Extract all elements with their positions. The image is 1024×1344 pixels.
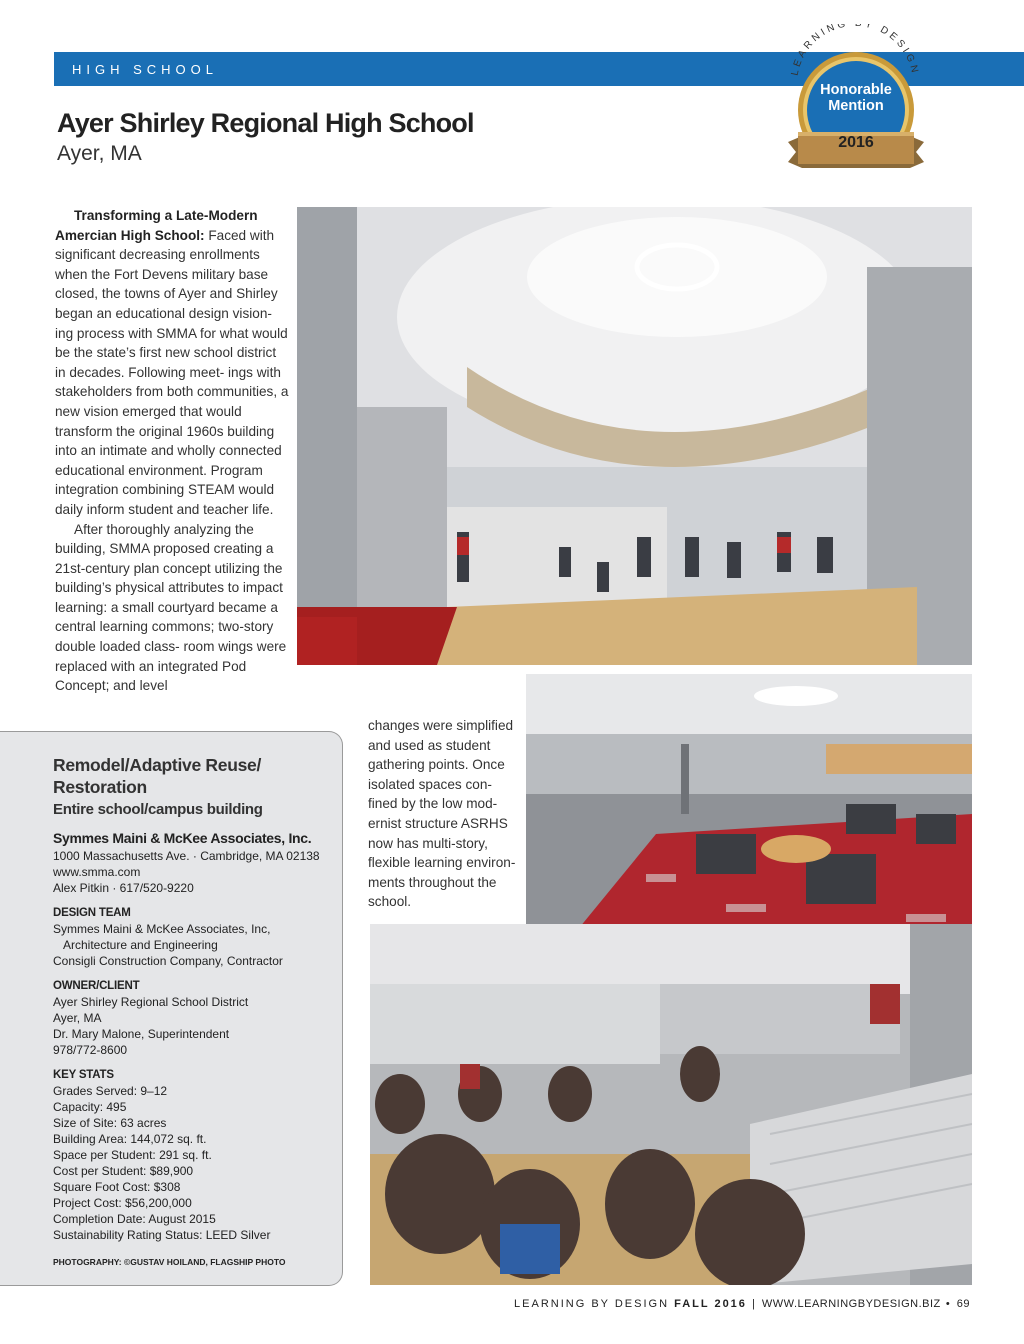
article-paragraph-1-text: Faced with significant decreasing enrollments when the Fort Devens military base closed, the towns of Ayer and Shirley began an educational design vision- ing process with SMMA for what would be the state’s first new school district in decades. Following meet- ings with stakeholders from both communities, a new vision emerged that would transform the original 1960s building into an intimate and wholly connected educational environment. Program integration combining STEAM would daily inform student and teacher life. (55, 227, 289, 517)
photo-credit: PHOTOGRAPHY: ©GUSTAV HOILAND, FLAGSHIP PHOTO (53, 1257, 286, 1267)
lounge-photo (526, 674, 972, 944)
article-paragraph-2: After thoroughly analyzing the building, SMMA proposed creating a 21st-century plan concept utilizing the building’s physical attributes to impact learning: a small courtyard became a central learning commons; two-story double loaded class- room wings were replaced with an integrated Pod Concept; and level (55, 521, 287, 694)
key-stat: Cost per Student: $89,900 (53, 1164, 194, 1178)
badge-arc-text: LEARNING Y DESIGN (789, 24, 921, 77)
article-paragraph-1 (55, 206, 289, 520)
project-scope: Entire school/campus building (53, 801, 263, 818)
firm-website[interactable]: www.smma.com (53, 865, 141, 879)
key-stat: Completion Date: August 2015 (53, 1212, 216, 1226)
key-stat: Building Area: 144,072 sq. ft. (53, 1132, 207, 1146)
article-location: Ayer, MA (57, 142, 142, 165)
firm-address: 1000 Massachusetts Ave. · Cambridge, MA 02138 (53, 849, 320, 863)
key-stat: Project Cost: $56,200,000 (53, 1196, 192, 1210)
article-body-column-2 (368, 716, 516, 912)
key-stat: Size of Site: 63 acres (53, 1116, 167, 1130)
design-team-label: DESIGN TEAM (53, 907, 131, 919)
footer-site[interactable]: WWW.LEARNINGBYDESIGN.BIZ (761, 1298, 941, 1310)
footer-brand: LEARNING BY DESIGN (514, 1298, 670, 1310)
owner-item: Ayer Shirley Regional School District (53, 995, 249, 1009)
cafeteria-photo (370, 924, 972, 1285)
project-category: Remodel/Adaptive Reuse/ Restoration (53, 755, 262, 797)
owner-item: Ayer, MA (53, 1011, 102, 1025)
key-stat: Square Foot Cost: $308 (53, 1180, 181, 1194)
article-body-column-1 (55, 206, 289, 696)
footer-bullet: • (945, 1298, 952, 1310)
project-info-sidebar (0, 731, 343, 1286)
design-team-item: Consigli Construction Company, Contractor (53, 954, 283, 968)
article-lead-in: Transforming a Late-Modern Amercian High School: (55, 208, 258, 243)
page-footer (514, 1298, 970, 1310)
article-paragraph-2-continued: changes were simplified and used as student gathering points. Once isolated spaces con- fined by the low mod- ernist structure ASRHS now has multi-story, flexible learning environ- ments throughout the school. (368, 718, 516, 910)
key-stat: Sustainability Rating Status: LEED Silver (53, 1228, 271, 1242)
owner-item: 978/772-8600 (53, 1043, 128, 1057)
page-number: 69 (956, 1298, 970, 1310)
footer-separator: | (751, 1298, 757, 1310)
badge-title: Honorable Mention (820, 82, 892, 114)
design-team-item: Symmes Maini & McKee Associates, Inc, (53, 922, 271, 936)
article-title: Ayer Shirley Regional High School (57, 108, 474, 138)
section-label: HIGH SCHOOL (72, 62, 219, 77)
firm-contact: Alex Pitkin · 617/520-9220 (53, 881, 194, 895)
owner-item: Dr. Mary Malone, Superintendent (53, 1027, 230, 1041)
key-stat: Space per Student: 291 sq. ft. (53, 1148, 212, 1162)
key-stat: Grades Served: 9–12 (53, 1084, 168, 1098)
badge-year: 2016 (838, 134, 874, 151)
honorable-mention-badge (780, 24, 930, 182)
owner-label: OWNER/CLIENT (53, 980, 140, 992)
atrium-photo (297, 207, 972, 665)
firm-name: Symmes Maini & McKee Associates, Inc. (53, 830, 312, 846)
key-stat: Capacity: 495 (53, 1100, 127, 1114)
footer-issue: FALL 2016 (674, 1298, 747, 1310)
key-stats-label: KEY STATS (53, 1069, 114, 1081)
design-team-item: Architecture and Engineering (63, 938, 218, 952)
